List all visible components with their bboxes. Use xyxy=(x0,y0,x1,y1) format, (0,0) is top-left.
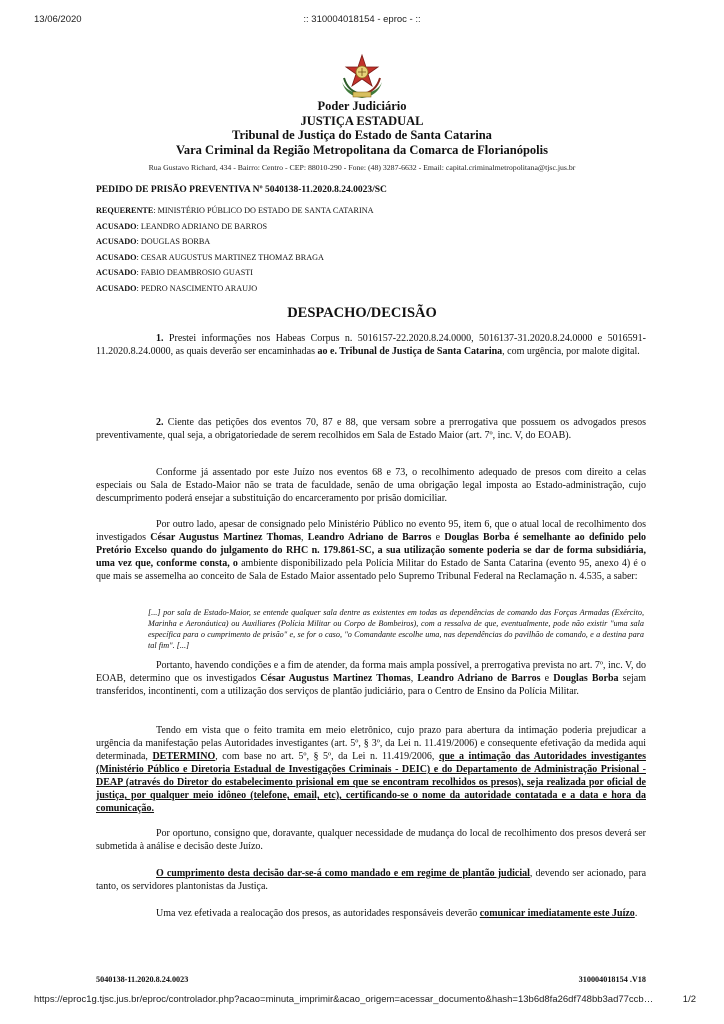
paragraph-emphasis: ao e. Tribunal de Justiça de Santa Catarina xyxy=(317,346,503,357)
party-row xyxy=(96,265,374,281)
print-url: https://eproc1g.tjsc.jus.br/eproc/controlador.php?acao=minuta_imprimir&acao_origem=acessar_documento&hash=13b6d8fa26df748bb3ad77ccb… xyxy=(34,994,654,1005)
paragraph-9 xyxy=(96,907,646,920)
court-header xyxy=(0,99,724,157)
court-line-2: JUSTIÇA ESTADUAL xyxy=(300,113,424,128)
paragraph-7 xyxy=(96,827,646,853)
paragraph-emphasis: comunicar imediatamente este Juízo xyxy=(479,908,635,919)
party-name: : PEDRO NASCIMENTO ARAUJO xyxy=(136,283,258,293)
paragraph-emphasis: O cumprimento desta decisão dar-se-á como mandado e em regime de plantão judicial xyxy=(156,868,530,879)
paragraph-3 xyxy=(96,466,646,505)
paragraph-text: ambiente disponibilizado pela Polícia Militar do Estado de Santa Catarina (evento 95, anexo 4) é o que mais se assemelha ao conceito de Sala de Estado Maior assentado pelo Supremo Tribunal Federal na Reclamação n. 4.535, a saber: xyxy=(96,558,647,582)
party-role: ACUSADO xyxy=(96,221,137,231)
separator: , xyxy=(301,532,308,543)
paragraph-6 xyxy=(96,724,646,815)
investigated-name: Douglas Borba xyxy=(553,673,619,684)
paragraph-emphasis: Douglas Borba é semelhante ao definido pelo Pretório Excelso quando do julgamento do RHC n. 179.861-SC, a sua utilização somente poderia se dar de forma subsidiária, uma vez que, conforme consta, o xyxy=(96,532,646,569)
investigated-name: Leandro Adriano de Barros xyxy=(417,673,541,684)
paragraph-text: Conforme já assentado por este Juízo nos eventos 68 e 73, o recolhimento adequado de presos com direito a celas especiais ou Sala de Estado-Maior não se trata de faculdade, senão de uma obrigação legal imposta ao Estado-administração, cujo descumprimento poderá ensejar a substituição do encarceramento por prisão domiciliar. xyxy=(96,467,646,504)
party-name: : LEANDRO ADRIANO DE BARROS xyxy=(136,221,268,231)
party-role: REQUERENTE xyxy=(96,206,154,215)
paragraph-text: , com base no art. 5º, § 5º, da Lei n. 11.419/2006, xyxy=(215,751,439,762)
paragraph-1 xyxy=(96,332,646,358)
party-role: ACUSADO xyxy=(96,237,137,246)
print-tab-title: :: 310004018154 - eproc - :: xyxy=(303,14,421,25)
party-role: ACUSADO xyxy=(96,268,137,277)
paragraph-text: , com urgência, por malote digital. xyxy=(502,346,640,357)
party-name: : CESAR AUGUSTUS MARTINEZ THOMAZ BRAGA xyxy=(136,252,324,262)
print-page-number: 1/2 xyxy=(682,994,696,1005)
determination-text: que a intimação das Autoridades investigantes (Ministério Público e Diretoria Estadual de Investigações Criminais - DEIC) e do Departamento de Administração Prisional - DEAP (através do Diretor do estabelecimento prisional em que se encontram recolhidos os presos), seja realizada por oficial de justiça, por qualquer meio idôneo (telefone, email, etc), certificando-se o nome da autoridade contatada e a data e hora da comunicação. xyxy=(96,751,647,814)
party-role: ACUSADO xyxy=(96,252,137,262)
paragraph-2 xyxy=(96,416,646,442)
determination-keyword: DETERMINO xyxy=(152,751,216,762)
court-address: Rua Gustavo Richard, 434 - Bairro: Centro - CEP: 88010-290 - Fone: (48) 3287-6632 - Email: capital.criminalmetropolitana@tjsc.jus.br xyxy=(148,163,576,172)
footer-document-id: 310004018154 .V18 xyxy=(578,975,646,984)
paragraph-text: Prestei informações nos Habeas Corpus n. 5016157-22.2020.8.24.0000, 5016137-31.2020.8.24.0000 e 5016591-11.2020.8.24.0000, as quais deverão ser encaminhadas xyxy=(96,333,646,357)
block-quote: [...] por sala de Estado-Maior, se entende qualquer sala dentre as existentes em todas as dependências de comando das Forças Armadas (Exército, Marinha e Aeronáutica) ou Auxiliares (Polícia Militar ou Corpo de Bombeiros), com a ressalva de que, eventualmente, pode não existir "uma sala específica para o cumprimento de prisão" e, se for o caso, "o Comandante escolhe uma, nas dependências do pavilhão de comando, e a destina para tal fim". [...] xyxy=(148,608,644,650)
court-line-3: Tribunal de Justiça do Estado de Santa Catarina xyxy=(232,128,492,142)
paragraph-text: Por outro lado, apesar de consignado pelo Ministério Público no evento 95, item 6, que o atual local de recolhimento dos investigados xyxy=(96,519,646,543)
parties-list xyxy=(96,203,374,296)
separator: e xyxy=(540,673,554,684)
request-title: PEDIDO DE PRISÃO PREVENTIVA Nº 5040138-11.2020.8.24.0023/SC xyxy=(96,185,387,195)
party-row xyxy=(96,203,374,219)
footer-process-number: 5040138-11.2020.8.24.0023 xyxy=(96,975,189,984)
party-name: : MINISTÉRIO PÚBLICO DO ESTADO DE SANTA CATARINA xyxy=(153,206,374,215)
paragraph-text: Portanto, havendo condições e a fim de atender, da forma mais ampla possível, a prerrogativa prevista no art. 7º, inc. V, do EOAB, determino que os investigados xyxy=(96,660,646,684)
print-date: 13/06/2020 xyxy=(34,14,82,25)
paragraph-5 xyxy=(96,659,646,698)
party-row xyxy=(96,250,374,266)
investigated-name: César Augustus Martinez Thomas xyxy=(260,673,411,684)
separator: e xyxy=(431,532,445,543)
paragraph-text: Uma vez efetivada a realocação dos presos, as autoridades responsáveis deverão xyxy=(156,908,480,919)
paragraph-text: sejam transferidos, incontinenti, com a utilização dos serviços de plantão judiciário, para o Centro de Ensino da Polícia Militar. xyxy=(96,673,646,697)
court-line-4: Vara Criminal da Região Metropolitana da Comarca de Florianópolis xyxy=(176,142,548,157)
investigated-name: César Augustus Martinez Thomas xyxy=(150,532,302,543)
paragraph-text: Por oportuno, consigno que, doravante, qualquer necessidade de mudança do local de recolhimento dos presos deverá ser submetida à análise e decisão deste Juízo. xyxy=(96,828,646,852)
paragraph-text: Ciente das petições dos eventos 70, 87 e 88, que versam sobre a prerrogativa que possuem os advogados presos preventivamente, qual seja, a obrigatoriedade de serem recolhidos em Sala de Estado Maior (art. 7º, inc. V, do EOAB). xyxy=(96,417,646,441)
paragraph-text: Tendo em vista que o feito tramita em meio eletrônico, cujo prazo para abertura da intimação poderia prejudicar a urgência da manifestação pelas Autoridades investigantes (art. 5º, § 3º, da Lei n. 11.419/2006) e consequente efetivação da medida aqui determinada, xyxy=(96,725,646,762)
investigated-name: Leandro Adriano de Barros xyxy=(307,532,432,543)
paragraph-number: 2. xyxy=(156,417,164,428)
document-title: DESPACHO/DECISÃO xyxy=(287,305,437,321)
coat-of-arms-icon xyxy=(338,52,386,100)
paragraph-4 xyxy=(96,518,646,583)
paragraph-text: . xyxy=(634,908,638,919)
party-name: : DOUGLAS BORBA xyxy=(136,237,211,246)
paragraph-number: 1. xyxy=(156,333,164,344)
party-role: ACUSADO xyxy=(96,283,137,293)
paragraph-8 xyxy=(96,867,646,893)
party-row xyxy=(96,281,374,297)
party-row xyxy=(96,234,374,250)
paragraph-text: , devendo ser acionado, para tanto, os servidores plantonistas da Justiça. xyxy=(96,868,647,892)
separator: , xyxy=(410,673,418,684)
party-name: : FABIO DEAMBROSIO GUASTI xyxy=(136,268,254,277)
court-line-1: Poder Judiciário xyxy=(317,99,407,113)
party-row xyxy=(96,219,374,235)
